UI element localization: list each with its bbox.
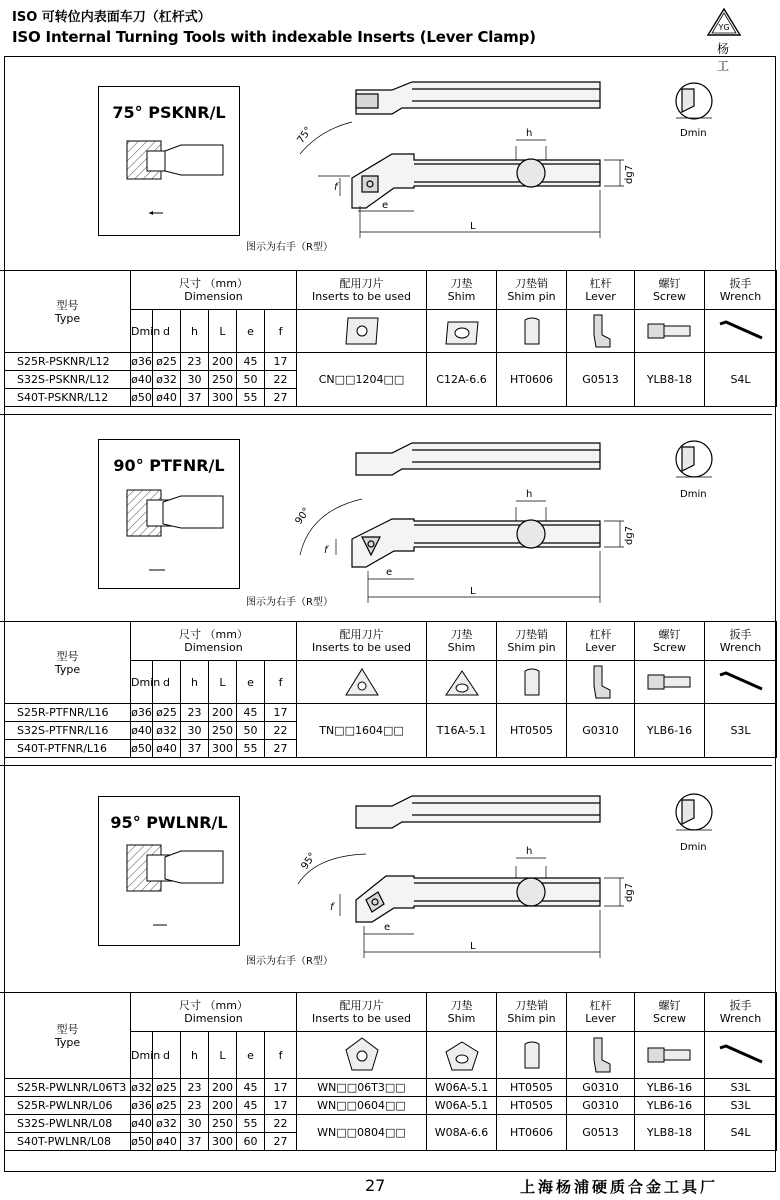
shim-pin-icon [497, 310, 567, 353]
shim-header: 刀垫 Shim [427, 271, 497, 310]
svg-text:e: e [384, 922, 391, 933]
section-2-illustration [0, 414, 772, 622]
dim-dmin-label: Dmin [680, 128, 707, 139]
angle-label: 75° [295, 124, 315, 146]
type-header: 型号 Type [5, 271, 131, 353]
spec-table-2: 型号 Type 尺寸 （mm） Dimension 配用刀片 Inserts to be used 刀垫 Shim 刀垫销 Shim pin 杠杆 Lever 螺钉 Screw 扳手 Wrench Dmin d h L e f S25R-PTFNR/L16 ø36 ø25 23 200 45 17 TN□□1604□□ T16A-5.1 HT0505 G0310 YLB6-16 S3L S32S-PTFNR/L16 ø40 ø32 30 250 50 22 S40T-PTFNR/L16 ø50 ø40 37 300 55 27 [4, 621, 777, 758]
shim-pin-icon [497, 661, 567, 704]
dimension-header: 尺寸 （mm） Dimension [131, 271, 297, 310]
svg-text:h: h [526, 846, 533, 857]
svg-text:Dmin: Dmin [680, 489, 707, 500]
spec-table-1: 型号 Type 尺寸 （mm） Dimension 配用刀片 Inserts to be used 刀垫 Shim 刀垫销 Shim pin 杠杆 Lever 螺钉 Screw 扳手 Wrench Dmin d h L e f S25R-PSKNR/L12 ø36 ø25 23 200 45 17 CN□□1204□□ C12A-6.6 HT0606 G0513 YLB8-18 S4L S32S-PSKNR/L12 ø40 ø32 30 250 50 22 S40T-PSKNR/L12 ø50 ø40 37 300 55 27 [4, 270, 777, 407]
title-zh: ISO 可转位内表面车刀（杠杆式） [12, 10, 211, 25]
shim-icon [427, 1032, 497, 1079]
svg-text:e: e [386, 567, 393, 578]
dim-e-label: e [382, 200, 389, 211]
section-1-inset [98, 86, 240, 236]
svg-text:dg7: dg7 [624, 525, 635, 545]
lever-header: 杠杆 Lever [567, 271, 635, 310]
table-row: S25R-PTFNR/L16 ø36 ø25 23 200 45 17 TN□□1604□□ T16A-5.1 HT0505 G0310 YLB6-16 S3L [5, 704, 777, 722]
wrench-icon [705, 310, 777, 353]
table-row: S25R-PSKNR/L12 ø36 ø25 23 200 45 17 CN□□1204□□ C12A-6.6 HT0606 G0513 YLB8-18 S4L [5, 353, 777, 371]
spec-table-3: 型号 Type 尺寸 （mm） Dimension 配用刀片 Inserts to be used 刀垫 Shim 刀垫销 Shim pin 杠杆 Lever 螺钉 Screw 扳手 Wrench Dmin d h L e f S25R-PWLNR/L06T3 ø32 ø25 23 200 45 17 WN□□06T3□□ W06A-5.1 HT0505 G0310 YLB6-16 S3L S25R-PWLNR/L06 ø36 ø25 23 200 45 17 WN□□0604□□ W06A-5.1 HT0505 G0310 YLB6-16 S3L S32S-PWLNR/L08 ø40 ø32 30 250 55 22 WN□□0804□□ W08A-6.6 HT0606 G0513 YLB8-18 S4L S40T-PWLNR/L08 ø50 ø40 37 300 60 27 [4, 992, 777, 1151]
logo-text: YG [718, 23, 730, 32]
brand-name: 杨 工 [716, 42, 739, 73]
section-3-inset [98, 796, 240, 946]
svg-text:h: h [526, 489, 533, 500]
insert-header: 配用刀片 Inserts to be used [297, 271, 427, 310]
wrench-header: 扳手 Wrench [705, 271, 777, 310]
pin-header: 刀垫销 Shim pin [497, 271, 567, 310]
insert-icon [297, 661, 427, 704]
svg-text:90°: 90° [293, 505, 313, 527]
section-3-illustration [0, 765, 772, 993]
svg-text:f: f [330, 902, 334, 913]
dim-dg7-label: dg7 [624, 164, 635, 184]
lever-icon [567, 1032, 635, 1079]
section-1-illustration [0, 56, 772, 271]
lever-icon [567, 661, 635, 704]
screw-icon [635, 1032, 705, 1079]
caption-1: 图示为右手（R型） [246, 242, 333, 253]
table-row: S40T-PSKNR/L12 ø50 ø40 37 300 55 27 [5, 389, 777, 407]
caption-3: 图示为右手（R型） [246, 956, 333, 967]
bore-diagram-2 [99, 440, 239, 588]
svg-text:L: L [470, 586, 476, 597]
page-footer [0, 1176, 780, 1198]
company-name: 上海杨浦硬质合金工具厂 [520, 1178, 719, 1196]
dim-h-label: h [526, 128, 533, 139]
dim-L-label: L [470, 221, 476, 232]
wrench-icon [705, 661, 777, 704]
svg-text:dg7: dg7 [624, 882, 635, 902]
caption-2: 图示为右手（R型） [246, 597, 333, 608]
table-row: S32S-PWLNR/L08 ø40 ø32 30 250 55 22 WN□□0804□□ W08A-6.6 HT0606 G0513 YLB8-18 S4L [5, 1115, 777, 1133]
bore-diagram-1 [99, 87, 239, 235]
wrench-icon [705, 1032, 777, 1079]
title-en: ISO Internal Turning Tools with indexable Inserts (Lever Clamp) [12, 28, 536, 46]
shim-pin-icon [497, 1032, 567, 1079]
insert-icon [297, 1032, 427, 1079]
section-2-inset [98, 439, 240, 589]
insert-icon [297, 310, 427, 353]
screw-icon [635, 661, 705, 704]
table-row: S25R-PWLNR/L06T3 ø32 ø25 23 200 45 17 WN□□06T3□□ W06A-5.1 HT0505 G0310 YLB6-16 S3L [5, 1079, 777, 1097]
svg-text:L: L [470, 941, 476, 952]
table-row: S25R-PWLNR/L06 ø36 ø25 23 200 45 17 WN□□0604□□ W06A-5.1 HT0505 G0310 YLB6-16 S3L [5, 1097, 777, 1115]
svg-text:Dmin: Dmin [680, 842, 707, 853]
svg-text:f: f [324, 545, 328, 556]
yg-logo-icon [702, 8, 746, 38]
table-row: S32S-PSKNR/L12 ø40 ø32 30 250 50 22 [5, 371, 777, 389]
page-number: 27 [365, 1176, 386, 1195]
screw-header: 螺钉 Screw [635, 271, 705, 310]
bore-diagram-3 [99, 797, 239, 945]
lever-icon [567, 310, 635, 353]
svg-text:95°: 95° [299, 850, 319, 872]
section-1-title: 75° PSKNR/L [112, 103, 226, 122]
section-3-title: 95° PWLNR/L [110, 813, 228, 832]
section-2-title: 90° PTFNR/L [113, 456, 225, 475]
table-row: S40T-PWLNR/L08 ø50 ø40 37 300 60 27 [5, 1133, 777, 1151]
screw-icon [635, 310, 705, 353]
shim-icon [427, 661, 497, 704]
table-row: S40T-PTFNR/L16 ø50 ø40 37 300 55 27 [5, 740, 777, 758]
shim-icon [427, 310, 497, 353]
dim-f-label: f [334, 182, 338, 193]
page-header [12, 4, 772, 73]
table-row: S32S-PTFNR/L16 ø40 ø32 30 250 50 22 [5, 722, 777, 740]
